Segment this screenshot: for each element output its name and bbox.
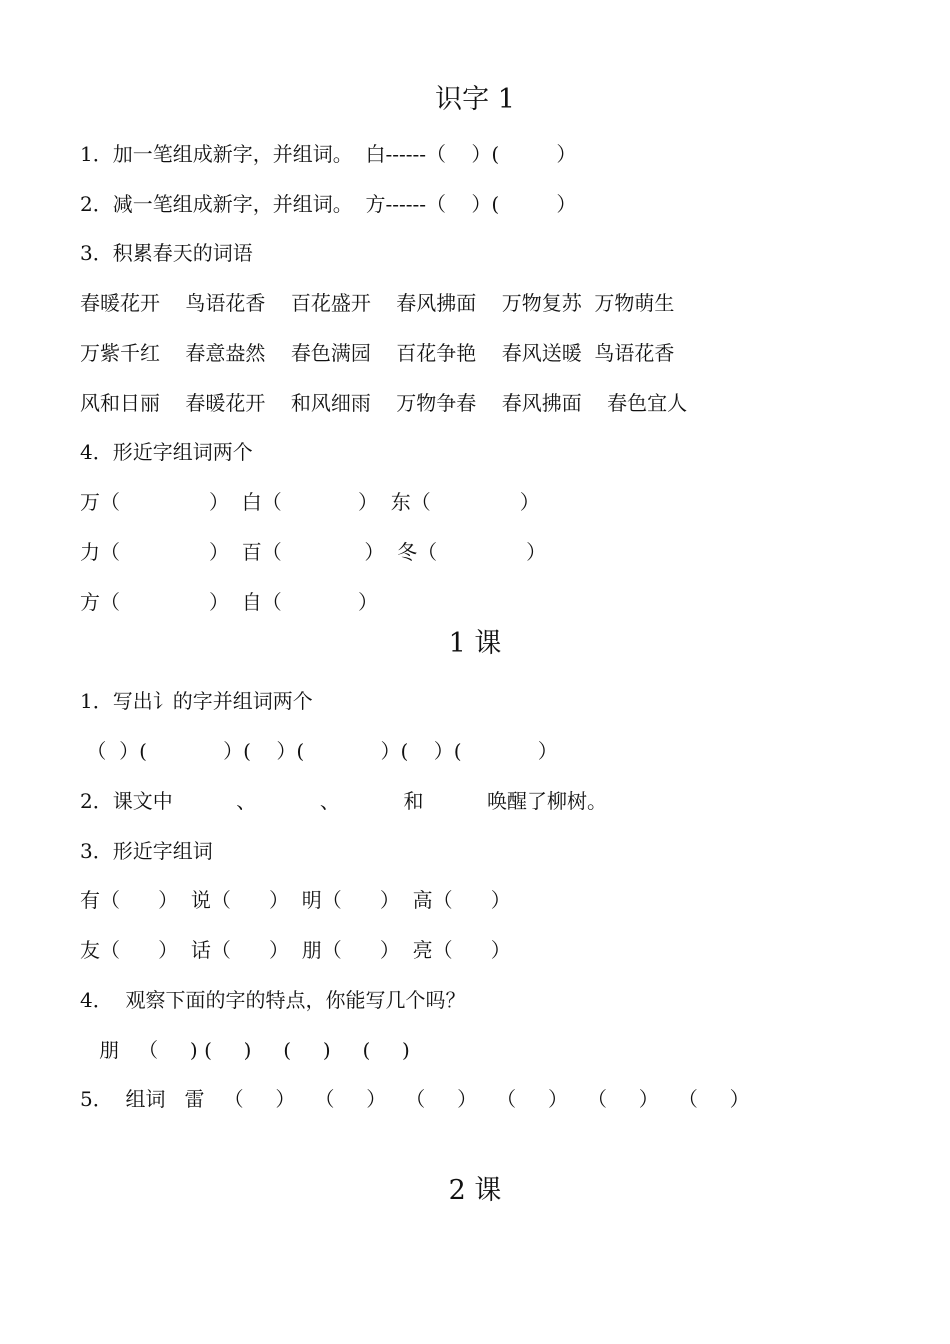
yan-radical-blanks: （ ）( ）( ）( ）( ）( ） [80, 739, 558, 763]
spring-words-row-2: 万紫千红 春意盎然 春色满园 百花争艳 春风送暖 鸟语花香 [80, 341, 675, 365]
exercise-observe-chars: 4． 观察下面的字的特点，你能写几个吗？ [80, 988, 466, 1012]
exercise-add-stroke: 1．加一笔组成新字，并组词。 白------（ ）( ） [80, 142, 577, 166]
section-title-lesson-1: 1 课 [448, 628, 502, 659]
exercise-make-words-lei: 5． 组词 雷 （ ） （ ） （ ） （ ） （ ） （ ） [80, 1087, 750, 1111]
spring-words-row-3: 风和日丽 春暖花开 和风细雨 万物争春 春风拂面 春色宜人 [80, 391, 688, 415]
similar-chars-row-3: 方（ ） 自（ ） [80, 590, 379, 614]
similar-chars-row-a: 有（ ） 说（ ） 明（ ） 高（ ） [80, 888, 511, 912]
spring-words-row-1: 春暖花开 鸟语花香 百花盛开 春风拂面 万物复苏 万物萌生 [80, 291, 675, 315]
observe-chars-blanks: 朋 （ ) ( ) ( ) ( ) [80, 1038, 410, 1062]
exercise-text-fill-in: 2．课文中 、 、 和 唤醒了柳树。 [80, 789, 608, 813]
exercise-remove-stroke: 2．减一笔组成新字，并组词。 方------（ ）( ） [80, 192, 577, 216]
similar-chars-row-2: 力（ ） 百（ ） 冬（ ） [80, 540, 547, 564]
section-title-lesson-2: 2 课 [448, 1175, 502, 1206]
similar-chars-row-b: 友（ ） 话（ ） 朋（ ） 亮（ ） [80, 938, 511, 962]
section-title-shizi-1: 识字 1 [435, 84, 515, 115]
similar-chars-row-1: 万（ ） 白（ ） 东（ ） [80, 490, 540, 514]
exercise-similar-chars-heading: 4．形近字组词两个 [80, 440, 253, 464]
exercise-similar-chars-heading-2: 3．形近字组词 [80, 839, 213, 863]
exercise-yan-radical: 1．写出讠的字并组词两个 [80, 689, 313, 713]
exercise-spring-words-heading: 3．积累春天的词语 [80, 241, 253, 265]
